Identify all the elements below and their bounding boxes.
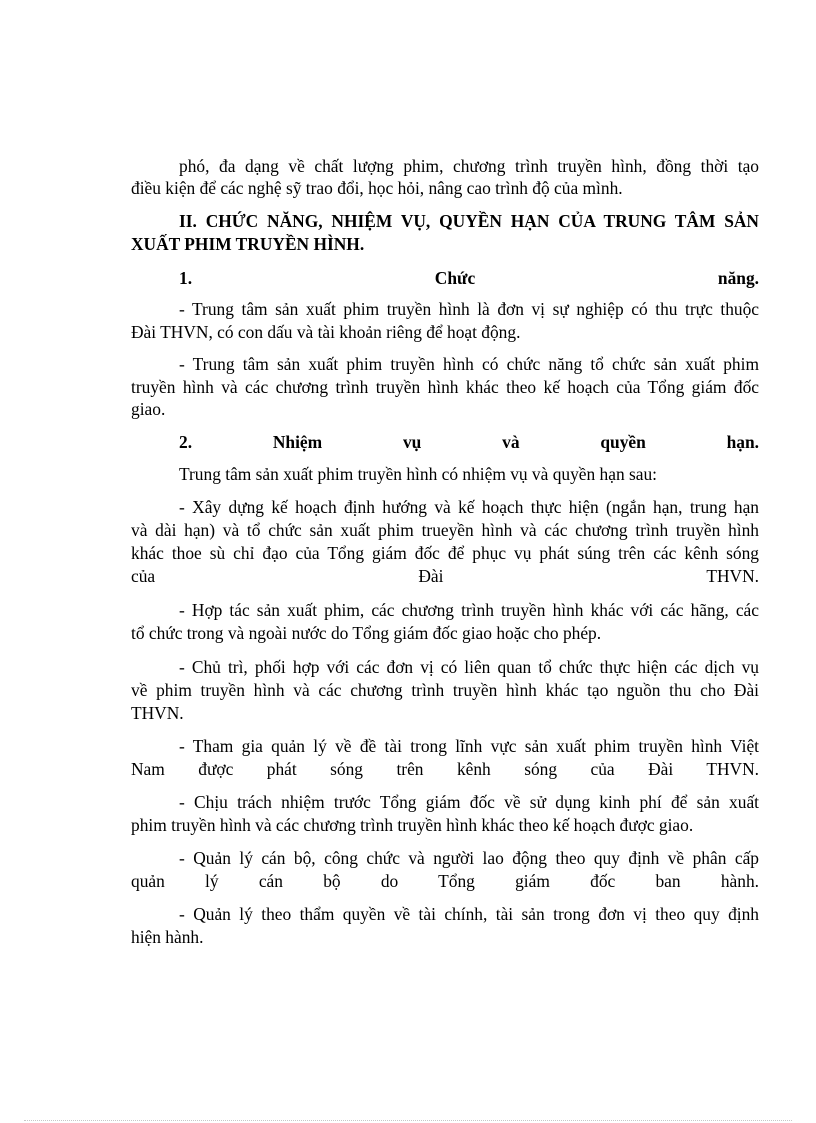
paragraph-line: của Đài THVN.: [131, 566, 759, 586]
paragraph-line: - Trung tâm sản xuất phim truyền hình là đơn vị sự nghiệp có thu trực thuộc: [179, 299, 759, 319]
paragraph-line: phó, đa dạng về chất lượng phim, chương trình truyền hình, đồng thời tạo: [179, 156, 759, 176]
paragraph-line: về phim truyền hình và các chương trình truyền hình khác tạo nguồn thu cho Đài: [131, 680, 759, 700]
paragraph-line: hiện hành.: [131, 927, 204, 947]
paragraph-line: - Xây dựng kế hoạch định hướng và kế hoạch thực hiện (ngắn hạn, trung hạn: [179, 497, 759, 517]
paragraph-line: điều kiện để các nghệ sỹ trao đổi, học hỏi, nâng cao trình độ của mình.: [131, 178, 623, 198]
paragraph-line: - Quản lý cán bộ, công chức và người lao động theo quy định về phân cấp: [179, 848, 759, 868]
section-heading: II. CHỨC NĂNG, NHIỆM VỤ, QUYỀN HẠN CỦA TRUNG TÂM SẢN: [179, 211, 759, 231]
paragraph-line: khác thoe sù chỉ đạo của Tổng giám đốc để phục vụ phát súng trên các kênh sóng: [131, 543, 759, 563]
subsection-heading: 2. Nhiệm vụ và quyền hạn.: [179, 432, 759, 452]
section-heading: XUẤT PHIM TRUYỀN HÌNH.: [131, 234, 365, 254]
paragraph-line: quản lý cán bộ do Tổng giám đốc ban hành.: [131, 871, 759, 891]
paragraph-line: - Tham gia quản lý về đề tài trong lĩnh vực sản xuất phim truyền hình Việt: [179, 736, 759, 756]
paragraph-line: - Chủ trì, phối hợp với các đơn vị có liên quan tổ chức thực hiện các dịch vụ: [179, 657, 759, 677]
paragraph-line: giao.: [131, 399, 166, 419]
paragraph-line: truyền hình và các chương trình truyền hình khác theo kế hoạch của Tổng giám đốc: [131, 377, 759, 397]
paragraph-line: tổ chức trong và ngoài nước do Tổng giám đốc giao hoặc cho phép.: [131, 623, 602, 643]
paragraph-line: - Quản lý theo thẩm quyền về tài chính, tài sản trong đơn vị theo quy định: [179, 904, 759, 924]
paragraph-line: Nam được phát sóng trên kênh sóng của Đài THVN.: [131, 759, 759, 779]
paragraph-line: - Trung tâm sản xuất phim truyền hình có chức năng tổ chức sản xuất phim: [179, 354, 759, 374]
paragraph-line: và dài hạn) và tổ chức sản xuất phim trueyền hình và các chương trình truyền hình: [131, 520, 759, 540]
paragraph-line: THVN.: [131, 703, 184, 723]
paragraph-line: - Chịu trách nhiệm trước Tổng giám đốc về sử dụng kinh phí để sản xuất: [179, 792, 759, 812]
paragraph-line: phim truyền hình và các chương trình truyền hình khác theo kế hoạch được giao.: [131, 815, 694, 835]
page-bottom-divider: [24, 1120, 792, 1121]
paragraph-line: Trung tâm sản xuất phim truyền hình có nhiệm vụ và quyền hạn sau:: [179, 464, 658, 484]
paragraph-line: Đài THVN, có con dấu và tài khoản riêng để hoạt động.: [131, 322, 521, 342]
paragraph-line: - Hợp tác sản xuất phim, các chương trình truyền hình khác với các hãng, các: [179, 600, 759, 620]
subsection-heading: 1. Chức năng.: [179, 268, 759, 288]
